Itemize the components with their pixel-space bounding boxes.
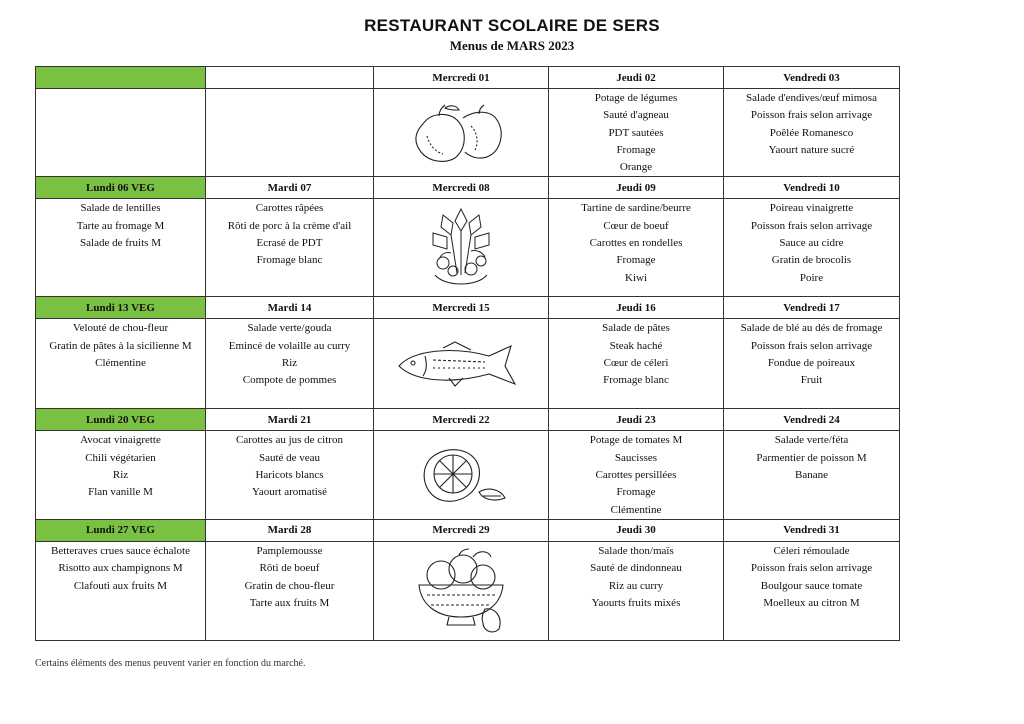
- menu-item: Boulgour sauce tomate: [760, 579, 863, 592]
- page-title: RESTAURANT SCOLAIRE DE SERS: [364, 16, 660, 35]
- menu-item: Poisson frais selon arrivage: [750, 339, 873, 352]
- day-header: Jeudi 02: [549, 67, 724, 89]
- day-header: Lundi 20 VEG: [36, 409, 206, 431]
- menu-item: Carottes râpées: [255, 202, 324, 215]
- menu-item: Fromage blanc: [256, 254, 323, 267]
- menu-item: Poire: [799, 271, 824, 284]
- menu-item: Rôti de boeuf: [259, 562, 320, 575]
- menu-cell: [549, 431, 724, 519]
- week-header-row: [36, 297, 900, 319]
- menu-item: Sauce au cidre: [779, 237, 844, 250]
- menu-item: Potage de légumes: [594, 92, 678, 104]
- menu-item: Pamplemousse: [256, 544, 323, 557]
- menu-item: Sauté d'agneau: [603, 109, 669, 122]
- day-header: [36, 67, 206, 89]
- week-menu-row: [36, 319, 900, 409]
- menu-cell: [36, 89, 206, 177]
- menu-item: Banane: [795, 469, 828, 482]
- menu-item: Clafouti aux fruits M: [73, 579, 168, 592]
- menu-item: Riz: [281, 357, 298, 370]
- menu-item: Chili végétarien: [85, 451, 156, 464]
- week-header-row: [36, 177, 900, 199]
- illustration-cell: [374, 319, 549, 409]
- illustration-cell: [374, 541, 549, 640]
- menu-cell: [549, 541, 724, 640]
- menu-item: Clémentine: [95, 357, 146, 370]
- menu-item: Compote de pommes: [242, 374, 337, 387]
- menu-item: Yaourt nature sucré: [768, 143, 855, 156]
- menu-item: PDT sautées: [608, 126, 664, 139]
- menu-item: Fruit: [800, 374, 823, 387]
- menu-item: Gratin de brocolis: [771, 254, 852, 267]
- menu-item: Avocat vinaigrette: [80, 434, 161, 447]
- menu-cell: [206, 541, 374, 640]
- menu-item: Salade verte/féta: [774, 434, 849, 447]
- day-header: Mercredi 22: [374, 409, 549, 431]
- illustration-cell: [374, 89, 549, 177]
- menu-cell: [36, 319, 206, 409]
- menu-item: Cœur de boeuf: [603, 219, 669, 232]
- day-header: Mardi 21: [206, 409, 374, 431]
- day-header: Jeudi 30: [549, 519, 724, 541]
- week-header-row: [36, 67, 900, 89]
- day-header: Lundi 13 VEG: [36, 297, 206, 319]
- menu-item: Betteraves crues sauce échalote: [51, 544, 190, 557]
- menu-cell: [549, 89, 724, 177]
- menu-item: Tarte aux fruits M: [249, 596, 330, 609]
- menu-item: Riz: [112, 469, 129, 482]
- menu-item: Carottes en rondelles: [589, 237, 683, 250]
- menu-item: Salade thon/maïs: [598, 544, 674, 557]
- apples-icon: [374, 102, 548, 164]
- menu-item: Sauté de dindonneau: [590, 562, 682, 575]
- menu-item: Tartine de sardine/beurre: [581, 202, 691, 215]
- menu-item: Potage de tomates M: [589, 434, 683, 447]
- menu-item: Risotto aux champignons M: [58, 562, 183, 575]
- menu-item: Fromage: [616, 254, 656, 267]
- menu-item: Fromage blanc: [603, 374, 669, 387]
- illustration-cell: [374, 431, 549, 519]
- menu-item: Yaourts fruits mixés: [591, 596, 681, 609]
- menu-item: Yaourt aromatisé: [252, 486, 327, 499]
- menu-item: Poisson frais selon arrivage: [750, 109, 873, 122]
- menu-item: Fondue de poireaux: [767, 357, 856, 370]
- menu-item: Riz au curry: [608, 579, 664, 592]
- fish-icon: [374, 338, 548, 390]
- menu-item: Moelleux au citron M: [763, 596, 860, 609]
- menu-item: Céleri rémoulade: [773, 544, 850, 557]
- day-header: Vendredi 17: [724, 297, 900, 319]
- menu-item: Poisson frais selon arrivage: [750, 219, 873, 232]
- menu-item: Carottes persillées: [595, 469, 677, 482]
- lemon-icon: [374, 438, 548, 514]
- menu-cell: [36, 199, 206, 297]
- menu-item: Salade de pâtes: [602, 322, 670, 335]
- day-header: Jeudi 23: [549, 409, 724, 431]
- menu-item: Velouté de chou-fleur: [72, 322, 169, 335]
- menu-item: Kiwi: [625, 271, 647, 284]
- day-header: Vendredi 31: [724, 519, 900, 541]
- menu-cell: [36, 431, 206, 519]
- menu-cell: [206, 319, 374, 409]
- day-header: Jeudi 09: [549, 177, 724, 199]
- menu-item: Salade de blé au dés de fromage: [740, 322, 883, 335]
- menu-cell: [724, 199, 900, 297]
- menu-item: Saucisses: [614, 451, 658, 464]
- menu-item: Steak haché: [609, 339, 663, 352]
- menu-cell: [549, 199, 724, 297]
- menu-item: Gratin de chou-fleur: [244, 579, 335, 592]
- week-header-row: [36, 409, 900, 431]
- week-menu-row: [36, 199, 900, 297]
- menu-item: Salade de fruits M: [80, 237, 161, 250]
- menu-item: Salade de lentilles: [80, 202, 161, 215]
- menu-item: Salade d'endives/œuf mimosa: [746, 92, 877, 104]
- flowers-icon: [374, 205, 548, 291]
- day-header: Lundi 27 VEG: [36, 519, 206, 541]
- menu-cell: [724, 319, 900, 409]
- week-header-row: [36, 519, 900, 541]
- day-header: [206, 67, 374, 89]
- day-header: Mardi 14: [206, 297, 374, 319]
- menu-cell: [724, 431, 900, 519]
- menu-item: Salade verte/gouda: [247, 322, 332, 335]
- fruit-bowl-icon: [374, 545, 548, 637]
- menu-item: Orange: [619, 161, 653, 174]
- menu-item: Haricots blancs: [255, 469, 324, 482]
- week-menu-row: [36, 541, 900, 640]
- day-header: Mercredi 08: [374, 177, 549, 199]
- day-header: Vendredi 24: [724, 409, 900, 431]
- menu-item: Carottes au jus de citron: [236, 434, 343, 447]
- week-menu-row: [36, 431, 900, 519]
- menu-cell: [724, 541, 900, 640]
- menu-item: Poireau vinaigrette: [769, 202, 854, 215]
- day-header: Mercredi 29: [374, 519, 549, 541]
- menu-item: Fromage: [616, 143, 656, 156]
- day-header: Lundi 06 VEG: [36, 177, 206, 199]
- menu-cell: [549, 319, 724, 409]
- day-header: Mercredi 01: [374, 67, 549, 89]
- day-header: Mardi 28: [206, 519, 374, 541]
- menu-item: Gratin de pâtes à la sicilienne M: [49, 339, 192, 352]
- menu-item: Fromage: [616, 486, 656, 499]
- menu-item: Ecrasé de PDT: [256, 237, 323, 250]
- footnote: Certains éléments des menus peuvent varier en fonction du marché.: [35, 658, 306, 669]
- day-header: Mercredi 15: [374, 297, 549, 319]
- menu-item: Cœur de céleri: [603, 357, 669, 370]
- day-header: Vendredi 10: [724, 177, 900, 199]
- menu-cell: [36, 541, 206, 640]
- day-header: Vendredi 03: [724, 67, 900, 89]
- page-subtitle: Menus de MARS 2023: [449, 38, 575, 53]
- menu-cell: [206, 89, 374, 177]
- week-menu-row: [36, 89, 900, 177]
- menu-cell: [724, 89, 900, 177]
- menu-cell: [206, 199, 374, 297]
- menu-item: Clémentine: [610, 503, 662, 516]
- menu-table: [35, 66, 900, 641]
- day-header: Mardi 07: [206, 177, 374, 199]
- menu-item: Parmentier de poisson M: [756, 451, 867, 464]
- menu-item: Rôti de porc à la crème d'ail: [227, 219, 352, 232]
- menu-item: Poêlée Romanesco: [769, 126, 854, 139]
- menu-item: Tarte au fromage M: [76, 219, 165, 232]
- menu-cell: [206, 431, 374, 519]
- day-header: Jeudi 16: [549, 297, 724, 319]
- menu-item: Sauté de veau: [258, 451, 321, 464]
- illustration-cell: [374, 199, 549, 297]
- menu-item: Poisson frais selon arrivage: [750, 562, 873, 575]
- menu-item: Flan vanille M: [88, 486, 153, 499]
- menu-item: Emincé de volaille au curry: [228, 339, 351, 352]
